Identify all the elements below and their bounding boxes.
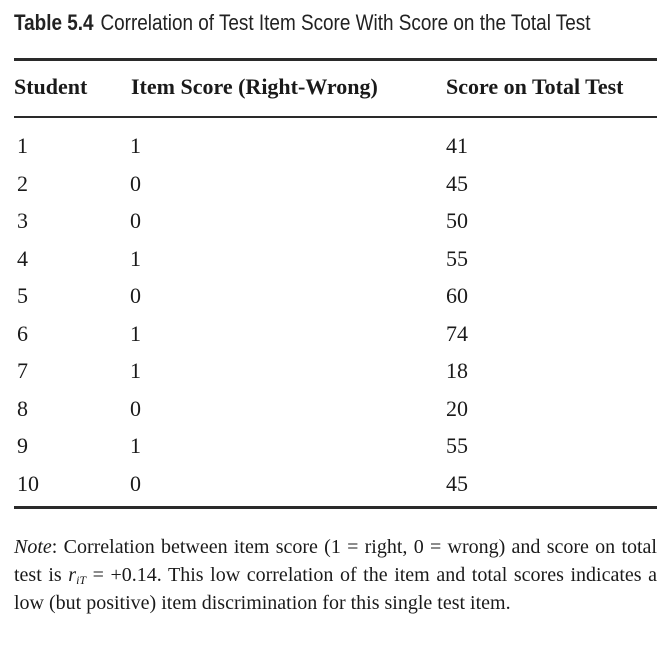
bottom-rule bbox=[14, 506, 657, 509]
cell-total-score: 50 bbox=[446, 208, 468, 233]
cell-item-score: 1 bbox=[130, 245, 141, 271]
note-text-after: = +0.14. This low correlation of the item and total scores indicates a low (but positive) item discrimination for this single test item. bbox=[14, 564, 657, 614]
table-row bbox=[0, 465, 664, 503]
table-row bbox=[0, 202, 664, 240]
cell-student: 2 bbox=[17, 170, 28, 196]
cell-item-score: 0 bbox=[130, 283, 141, 308]
cell-total-score: 60 bbox=[446, 283, 468, 308]
cell-student: 1 bbox=[17, 133, 28, 158]
cell-total-score: 55 bbox=[446, 245, 468, 271]
table-row bbox=[0, 427, 664, 465]
table-body bbox=[0, 127, 664, 502]
correlation-subscript: iT bbox=[76, 573, 87, 587]
note-label: Note bbox=[14, 536, 52, 558]
cell-total-score: 55 bbox=[446, 433, 468, 458]
cell-total-score: 74 bbox=[446, 320, 468, 346]
cell-student: 7 bbox=[17, 358, 28, 383]
correlation-symbol: r bbox=[68, 564, 77, 586]
table-row bbox=[0, 127, 664, 165]
cell-item-score: 0 bbox=[130, 208, 141, 233]
cell-student: 5 bbox=[17, 283, 28, 308]
cell-item-score: 0 bbox=[130, 395, 141, 421]
cell-item-score: 0 bbox=[130, 170, 141, 196]
cell-item-score: 0 bbox=[130, 470, 141, 496]
column-header-student: Student bbox=[14, 74, 88, 99]
column-header-total-score: Score on Total Test bbox=[446, 74, 624, 99]
table-row bbox=[0, 352, 664, 390]
top-rule bbox=[14, 58, 657, 61]
cell-student: 10 bbox=[17, 470, 39, 496]
column-header-item-score: Item Score (Right-Wrong) bbox=[131, 74, 378, 99]
cell-total-score: 45 bbox=[446, 170, 468, 196]
table-row bbox=[0, 390, 664, 428]
table-number: Table 5.4 bbox=[14, 10, 94, 35]
header-rule bbox=[14, 116, 657, 118]
table-row bbox=[0, 315, 664, 353]
cell-student: 3 bbox=[17, 208, 28, 233]
cell-total-score: 18 bbox=[446, 358, 468, 383]
cell-student: 8 bbox=[17, 395, 28, 421]
cell-student: 9 bbox=[17, 433, 28, 458]
table-row bbox=[0, 165, 664, 203]
cell-total-score: 45 bbox=[446, 470, 468, 496]
cell-student: 6 bbox=[17, 320, 28, 346]
table-title: Correlation of Test Item Score With Score on the Total Test bbox=[100, 10, 591, 35]
cell-item-score: 1 bbox=[130, 358, 141, 383]
table-row bbox=[0, 240, 664, 278]
table-row bbox=[0, 277, 664, 315]
cell-item-score: 1 bbox=[130, 433, 141, 458]
cell-student: 4 bbox=[17, 245, 28, 271]
note-text-before: : Correlation between item score (1 = right, 0 = wrong) and score on total test is bbox=[14, 536, 657, 586]
table-caption bbox=[14, 8, 591, 38]
cell-item-score: 1 bbox=[130, 133, 141, 158]
table-note bbox=[14, 533, 657, 617]
cell-item-score: 1 bbox=[130, 320, 141, 346]
cell-total-score: 20 bbox=[446, 395, 468, 421]
cell-total-score: 41 bbox=[446, 133, 468, 158]
